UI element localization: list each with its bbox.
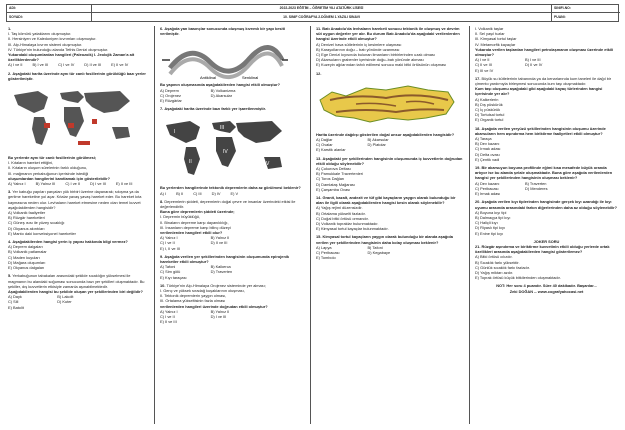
svg-text:Senklinal: Senklinal [242, 75, 259, 81]
puan-label: PUANI: [554, 15, 566, 19]
svg-text:IV: IV [223, 149, 228, 156]
question-6: 6. Aşağıda yan basınçlar sonucunda oluşmuş kıvrımlı bir yapı kesiti verilmiştir. Antiklinal Senklinal Bu yapının oluşmasında aşağıdakilerden hangisi etkili olmuştur? A) Deprem B) Volkanizma C) Orojenez D) Akarsular E) Rüzgârlar [160, 26, 305, 103]
question-15: 15. Kimyasal tortul kayaçların yaygın olarak bulunduğu bir alanda aşağıda verilen yer şekillerinden hangisinin daha kolay oluşması beklenir? A) Lapya B) Tafoni C) Peribacası D) Kegabaye E) Tombolo [316, 234, 453, 261]
svg-text:II: II [189, 159, 192, 166]
question-21: JOKER SORU 21. Rüzgâr aşındırma ve biriktirme kuvvetinin etkili olduğu yerlerde ortak özellikleri arasında aşağıdakilerden hangisi gösterilemez? A) Bitki örtüsü cılızdır. B) Sıcaklık farkı yüksektir. C) Günlük sıcaklık farkı fazladır. D) Yağış miktarı azdır. E) Toprak örtüsü küçük bitkilerinden oluşmaktadır. [475, 238, 610, 281]
column-4 [475, 26, 618, 294]
footer-author: Zeki DOĞAN -- www.cografyahocasi.net [509, 288, 584, 294]
joker-tag: JOKER SORU [533, 238, 560, 244]
question-11: 11. Batı Anadolu'da levhaların hareketi sonucu tektonik ile oluşmuş ve devrim süt uygun değerler yer alır. Bu durum Batı Anadolu'da aşağıdaki verilenlerden hangisi üzerinde etkili olmuştur? A) Denizel hava sütlelerinin iç kesimlere ulaşması B) Karayollarının doğu – batı yönünde uzanması C) Ege Denizi kıyısında bulunan limanların birbirlerinden uzak olması D) Akarsuların grabenler içerisinde doğu–batı yönünde akması E) Kuzeyin ağılarından tahılı edilmesi sonucu maki bitki örtüsünün oluşması [316, 26, 460, 68]
question-16: I. Volkanik taşlar II. Sel yaşıl tuzlar III. Kimyasal tortul taşlar IV. Metamorfik kayaçlar Yukarıda verilen taşlardan hangileri petrolaşmanın oluşması üzerinde etkili olmuştur? A) I ve II B) I ve III C) II ve III D) II ve IV E) III ve IV [475, 26, 614, 73]
exam-footer [475, 283, 618, 293]
question-9: 9. Aşağıda verilen yer şekillerinden hangisinin oluşumunda epirojenik hareketler etkili olmuştur? A) Tafoni B) Kalkerca C) Sim gölü D) Traverten E) Kıyı taraçası [160, 253, 290, 280]
turkey-map-figure [316, 78, 456, 130]
question-14: 14. Granit, bazalt, andezit ve tüf gibi kayaçların yaygın olarak bulunduğu bir alan ile ilgili olarak aşağıdakilerden hangisi kesin olarak söylenebilir? A) Yağış rejimi düzensizdir. B) Ortalama yükselti fazladır. C) Doğal bitki örtüsü ormandır. D) Volkanik topraklar bulunmaktadır. E) Kimyasal tortul kayaçlar bulunmaktadır. [316, 195, 456, 232]
question-7: 7. Aşağıdaki harita üzerinde bazı farklı yer işaretlenmiştir. I II III IV V Bu yerlerden hangilerinde tektonik depremlerin daha az görülmesi beklenir? A) I B) II C) III D) IV E) V [160, 106, 301, 196]
exam-title-2: 10. SINIF COĞRAFYA 2.DÖNEM 1.YAZILI SINAVI [283, 15, 360, 19]
question-13: 13. Aşağıdaki yer şekillerinden hangisinin oluşumunda iç kuvvetlerin doğrudan etkili olduğu söylenebilir? A) Çukurova Deltası B) Pamukkale Travertenleri C) Toros Dağları D) Damlataş Mağarası E) Çarşamba Ovası [316, 155, 463, 192]
question-17: 17. Büyük su kütlelerinin tabanında ya da kenarlarında kum taneleri ile dağıl bir çimento yardımıyla birleşmesi sonucunda kum taşı oluşmaktadır. Kum taşı oluşumu aşağıdaki gibi aşağıdaki kayaç türlerinden hangisi içerisinde yer alır? A) Kalkerlerin B) Dış püskürük C) İç püskürük D) Tortulsal tortul E) Organik tortul [475, 75, 612, 123]
svg-text:V: V [266, 161, 270, 168]
column-divider [154, 26, 155, 424]
question-19: 19. Bir akarsuyun boyuna profilinde eğimi kısa mesafede büyük oranda artıyor ise bu alanda şelale oluşmaktadır. Buna göre aşağıda verilenlerden hangisi yer şekillerinden hangisinin oluşması beklenir? A) Dev kazanı B) Traverten C) Peribacası D) Menderes E) Irmak adası [475, 165, 613, 197]
question-8: 8. Depremlerin şiddeti, depremlerin doğal çevre ve insanlar üzerindeki etkisi ile değerlendirilir. Buna göre depremlerin şiddeti üzerinde; I. Depremin büyüklüğü, II. Binaların depreme karşı dayanıklılığı, III. İnsanların depreme karşı bilinç düzeyi verilenlerden hangileri etkili olur? A) Yalnız I B) Yalnız II C) I ve II D) II ve III E) I, II ve III [160, 198, 296, 251]
world-map-faults [160, 113, 292, 183]
column-2 [160, 26, 305, 328]
column-1 [8, 26, 148, 313]
question-20: 20. Aşağıda verilen kıyı tiplerinden hangisinde gerçek kıyı uzandığı ile kıyı uyumu arasında arasındaki farkın diğerlerinden daha az olduğu söylenebilir? A) Boyuna kıyı tipi B) Dalmaçya tipi kıyı C) Haliçli kıyı D) Riyaslı tipi kıyı E) Enine tipi kıyı [475, 199, 618, 236]
ad-label: ADI: [9, 6, 16, 10]
footer-note: NOT: Her soru 4 puandır. Süre 40 dakikadır. Başarılar... [496, 283, 597, 289]
question-18: 18. Aşağıda verilen yeryüzü şekillerinden hangisinin oluşumu üzerinde akarsuların hem aşındırma hem biriktirme faaliyetleri etkili olmuştur? A) Taraça B) Dev kazanı C) Irmak adası D) Delta ovası E) Çentik vadi [475, 125, 606, 162]
question-5: 5. Yerkabuğunun tabakaları arasındaki şekilde sıcaklığın yükselmesi ile magmanın bu alandaki soğuması sonucunda bazı yer şekilleri oluşmaktadır. Bu şekiller, dış kuvvetlerin etkisiyle zamanla aşınabilmektedir. Aşağıdakilerden hangisi bu şekilde oluşan yer şekillerinden biri değildir? A) Dayk B) Lakolit C) Sill D) Kuter E) Batolit [8, 273, 145, 310]
soyad-label: SOYADI: [9, 15, 23, 19]
column-divider [469, 26, 470, 424]
svg-text:III: III [220, 125, 225, 132]
class-cell [552, 5, 620, 21]
column-divider [310, 26, 311, 424]
sinif-label: SINIFI-NO: [554, 6, 571, 10]
question-4: 4. Aşağıdakilerden hangisi yerin iç yapısı hakkında bilgi vermez? A) Deprem dalgaları B) Volkanik patlamalar C) Maden kuyuları D) Mağara oluşumları E) Okyanus dalgaları [8, 239, 128, 271]
svg-text:I: I [174, 129, 176, 136]
svg-text:Antiklinal: Antiklinal [200, 75, 217, 81]
name-cell [7, 5, 92, 21]
question-2: 2. Aşağıdaki harita üzerinde aynı tür canlı fosillerinin görüldüğü bazı yerler gösterilmiştir. Bu yerlerde aynı tür canlı fosillerinin görülmesi; I. Kıtaların hareket ettiğini, II. Kıtaların oluşum sürelerinin farklı olduğunu, III. mağmanın yerkabuğunun içerisinde istediği oluşumlardan hangilerini kanıtlamak için gösterilebilir? A) Yalnız I B) Yalnız III C) I ve II D) I ve III E) II ve III [8, 70, 146, 187]
fold-diagram [160, 38, 290, 80]
exam-title-1: 2022-2023 EĞİTİM – ÖĞRETİM YILI ATATÜRK LİSESİ [279, 6, 364, 10]
question-3: 3. Yer kabuğu yapıları parçaları yük birbiri üzerine dayanarak; sıkışma ya da gerilme hareketine yol açar. Kıtalar yavaş yavaş hareket eder. Bu hareket kıta kaymasına neden olur. Levhaların hareket etmesine neden olan temel kuvvet aşağıdakilerden hangisidir? A) Volkanik faaliyetler B) Rüzgâr hareketleri C) Güneş ısısı ile yüzey sıcaklığı D) Okyanus akıntıları E) Manto daki konveksiyonel hareketler [8, 189, 142, 236]
question-12: 12. Harita üzerinde dağılışı gösterilen doğal unsur aşağıdakilerden hangisidir? A) Dağlar B) Akarsular C) Ovalar D) Platolar E) Karstik alanlar [316, 70, 455, 153]
world-map-figure [8, 83, 140, 153]
title-cell [92, 5, 552, 21]
column-3 [316, 26, 464, 264]
exam-header [6, 4, 619, 22]
question-1: 1. I. Taş kömürü yataklarını oluşmuştur. II. Hersiniyen ve Kaledoniyen kıvrımları oluşmuştur. III. Alp-Himalaya kıvrım sistemi oluşmuştur. IV. Türkiye'nin bulunduğu alanda Tethis Denizi oluşmuştur. Yukarıdaki oluşumlardan hangileri (Paleozoik) I. Jeolojik Zaman'a ait özelliklerdendir? A) I ve II B) I ve III C) I ve IV D) II ve III E) II ve IV [8, 26, 135, 68]
question-10: 10. Türkiye'nin Alp-Himalaya Orojenez sisteminde yer alması; I. Genç ve yüksek sıradağ kuşaklarının oluşması, II. Tektonik depremlerin yaygın olması, III. Ortalama yükseltisinin fazla olması verilenlerden hangileri üzerinde doğrudan etkili olmuştur? A) Yalnız I B) Yalnız II C) I ve II D) I ve III E) II ve III [160, 282, 268, 325]
